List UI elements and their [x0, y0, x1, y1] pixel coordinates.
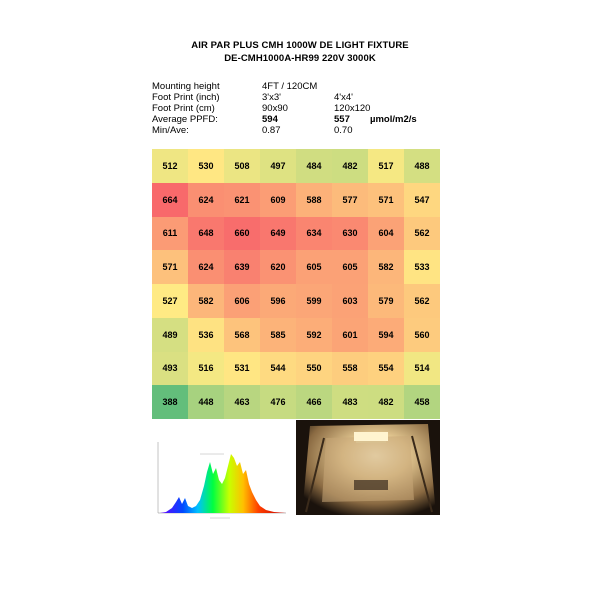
- ppfd-cell: 547: [404, 183, 440, 217]
- ppfd-cell: 536: [188, 318, 224, 352]
- ppfd-cell: 568: [224, 318, 260, 352]
- light-fixture: [354, 432, 388, 441]
- spec-value-ppfd-a: 594: [262, 114, 278, 125]
- ppfd-cell: 560: [404, 318, 440, 352]
- ppfd-cell: 516: [188, 352, 224, 386]
- ppfd-unit: µmol/m2/s: [370, 114, 417, 125]
- ppfd-cell: 605: [332, 250, 368, 284]
- ppfd-cell: 388: [152, 385, 188, 419]
- ppfd-cell: 603: [332, 284, 368, 318]
- ppfd-cell: 558: [332, 352, 368, 386]
- ppfd-cell: 606: [224, 284, 260, 318]
- spec-value-footprint-cm-b: 120x120: [334, 103, 371, 114]
- ppfd-cell: 544: [260, 352, 296, 386]
- ppfd-heatmap: [152, 149, 440, 419]
- ppfd-cell: 596: [260, 284, 296, 318]
- ppfd-cell: 489: [152, 318, 188, 352]
- ppfd-cell: 497: [260, 149, 296, 183]
- spec-value-min-ave-b: 0.70: [334, 125, 353, 136]
- ppfd-cell: 634: [296, 217, 332, 251]
- ppfd-cell: 577: [332, 183, 368, 217]
- ppfd-cell: 508: [224, 149, 260, 183]
- ppfd-cell: 660: [224, 217, 260, 251]
- ppfd-cell: 621: [224, 183, 260, 217]
- ppfd-cell: 582: [188, 284, 224, 318]
- ppfd-cell: 512: [152, 149, 188, 183]
- ppfd-cell: 463: [224, 385, 260, 419]
- spec-values-4x4: [334, 81, 370, 136]
- ppfd-cell: 550: [296, 352, 332, 386]
- ppfd-cell: 488: [404, 149, 440, 183]
- ppfd-cell: 620: [260, 250, 296, 284]
- ppfd-cell: 483: [332, 385, 368, 419]
- ppfd-cell: 630: [332, 217, 368, 251]
- ppfd-cell: 624: [188, 183, 224, 217]
- spec-value-min-ave-a: 0.87: [262, 125, 281, 136]
- spec-label-footprint-inch: Foot Print (inch): [152, 92, 220, 103]
- ppfd-cell: 664: [152, 183, 188, 217]
- ppfd-cell: 649: [260, 217, 296, 251]
- ppfd-cell: 594: [368, 318, 404, 352]
- ppfd-cell: 493: [152, 352, 188, 386]
- spec-value-footprint-cm-a: 90x90: [262, 103, 288, 114]
- ppfd-cell: 530: [188, 149, 224, 183]
- ppfd-cell: 639: [224, 250, 260, 284]
- light-reflector-edge: [356, 441, 386, 443]
- ppfd-cell: 517: [368, 149, 404, 183]
- ppfd-cell: 609: [260, 183, 296, 217]
- ppfd-cell: 592: [296, 318, 332, 352]
- ppfd-cell: 527: [152, 284, 188, 318]
- spec-value-empty: [334, 81, 370, 92]
- ppfd-cell: 531: [224, 352, 260, 386]
- spectrum-chart: [152, 440, 290, 522]
- ppfd-cell: 585: [260, 318, 296, 352]
- ppfd-cell: 554: [368, 352, 404, 386]
- spec-value-footprint-inch-b: 4'x4': [334, 92, 353, 103]
- model-subtitle: DE-CMH1000A-HR99 220V 3000K: [224, 53, 376, 64]
- ppfd-cell: 571: [368, 183, 404, 217]
- ppfd-cell: 601: [332, 318, 368, 352]
- spec-values-3x3: [262, 81, 317, 136]
- spec-value-mounting-height: 4FT / 120CM: [262, 81, 318, 92]
- tent-vent: [354, 480, 388, 490]
- spec-value-ppfd-b: 557: [334, 114, 350, 125]
- spec-value-footprint-inch-a: 3'x3': [262, 92, 281, 103]
- tent-back-wall: [322, 436, 414, 502]
- spec-label-min-ave: Min/Ave:: [152, 125, 189, 136]
- ppfd-cell: 482: [368, 385, 404, 419]
- page-title: AIR PAR PLUS CMH 1000W DE LIGHT FIXTURE: [191, 40, 409, 51]
- ppfd-cell: 448: [188, 385, 224, 419]
- ppfd-cell: 624: [188, 250, 224, 284]
- ppfd-cell: 605: [296, 250, 332, 284]
- ppfd-cell: 599: [296, 284, 332, 318]
- ppfd-cell: 582: [368, 250, 404, 284]
- ppfd-cell: 458: [404, 385, 440, 419]
- ppfd-cell: 588: [296, 183, 332, 217]
- ppfd-cell: 579: [368, 284, 404, 318]
- ppfd-cell: 476: [260, 385, 296, 419]
- spec-labels: [152, 81, 220, 136]
- ppfd-cell: 648: [188, 217, 224, 251]
- ppfd-cell: 571: [152, 250, 188, 284]
- spec-label-average-ppfd: Average PPFD:: [152, 114, 218, 125]
- ppfd-cell: 611: [152, 217, 188, 251]
- ppfd-cell: 514: [404, 352, 440, 386]
- spec-label-footprint-cm: Foot Print (cm): [152, 103, 215, 114]
- ppfd-cell: 482: [332, 149, 368, 183]
- ppfd-cell: 562: [404, 284, 440, 318]
- spec-label-mounting-height: Mounting height: [152, 81, 220, 92]
- grow-tent-photo: [296, 420, 440, 515]
- ppfd-cell: 562: [404, 217, 440, 251]
- spectrum-curve: [160, 454, 286, 513]
- ppfd-cell: 466: [296, 385, 332, 419]
- ppfd-cell: 484: [296, 149, 332, 183]
- ppfd-cell: 533: [404, 250, 440, 284]
- ppfd-cell: 604: [368, 217, 404, 251]
